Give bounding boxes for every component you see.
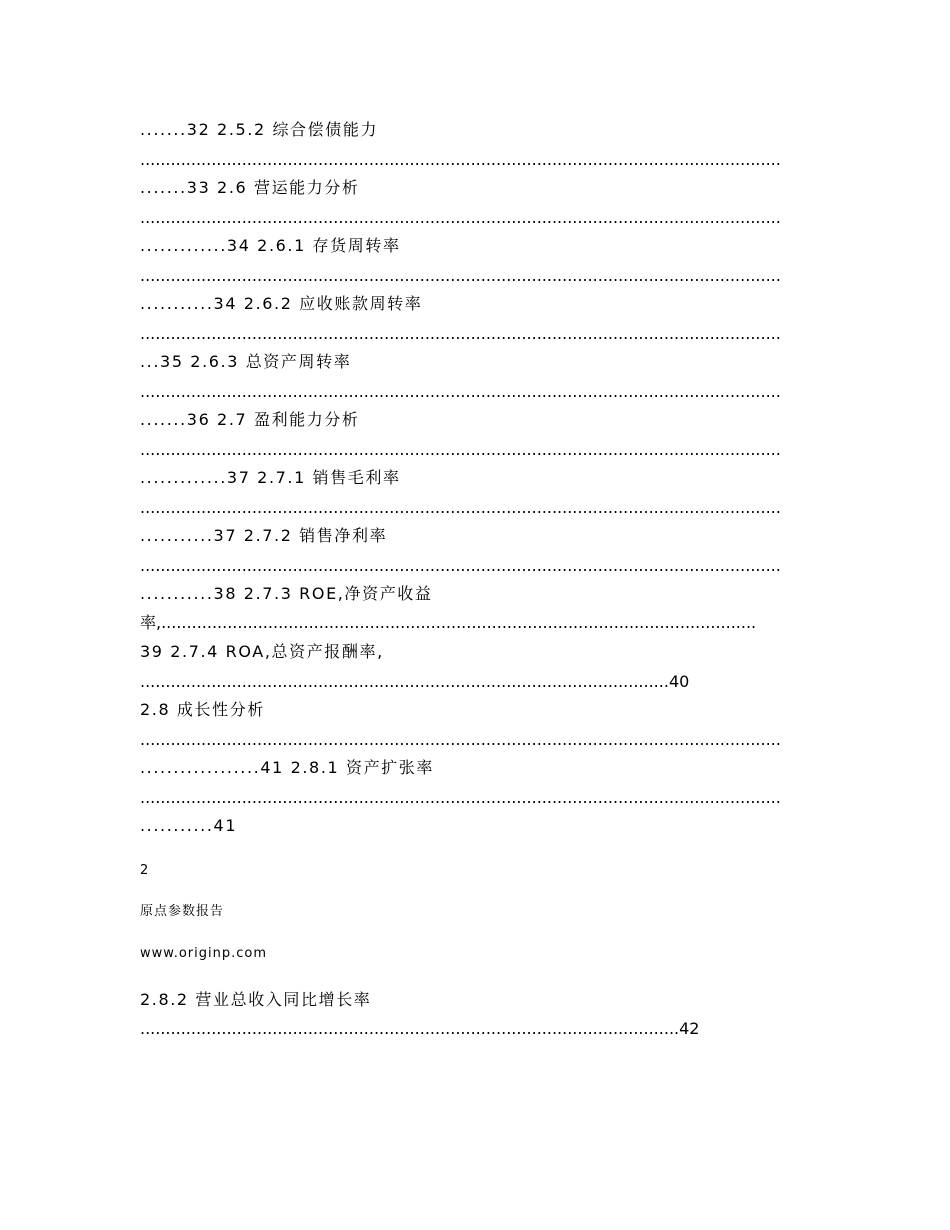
toc-line: .............37 2.7.1 销售毛利率 [140, 468, 401, 487]
toc-line: ...........37 2.7.2 销售净利率 [140, 526, 388, 545]
toc-line: .......36 2.7 盈利能力分析 [140, 410, 360, 429]
toc-dots-line: .............................................................................................................................. [140, 208, 781, 227]
toc-line: .............34 2.6.1 存货周转率 [140, 236, 401, 255]
toc-dots-line: .............................................................................................................................. [140, 440, 781, 459]
toc-dots-line: .............................................................................................................................. [140, 730, 781, 749]
toc-dots-line: .............................................................................................................................. [140, 788, 781, 807]
toc-dots-line: 率,..................................................................................................................... [140, 613, 757, 632]
toc-line: 39 2.7.4 ROA,总资产报酬率, [140, 642, 384, 661]
toc-dots-line: .............................................................................................................................. [140, 324, 781, 343]
company-name: 原点参数报告 [140, 904, 225, 919]
toc-dots-line: .............................................................................................................................. [140, 498, 781, 517]
toc-dots-line: ..........................................................................................................42 [140, 1019, 700, 1038]
toc-line: ...........34 2.6.2 应收账款周转率 [140, 294, 423, 313]
toc-heading: 2.8.2 营业总收入同比增长率 [140, 990, 372, 1009]
toc-dots-line: .............................................................................................................................. [140, 382, 781, 401]
toc-line: ...........41 [140, 816, 238, 835]
website-url: www.originp.com [140, 946, 267, 961]
page-number: 2 [140, 863, 150, 878]
toc-line: 2.8 成长性分析 [140, 700, 265, 719]
toc-line: ...........38 2.7.3 ROE,净资产收益 [140, 584, 433, 603]
toc-line: ..................41 2.8.1 资产扩张率 [140, 758, 434, 777]
toc-line: ...35 2.6.3 总资产周转率 [140, 352, 352, 371]
toc-line: .......32 2.5.2 综合偿债能力 [140, 120, 379, 139]
toc-line: .......33 2.6 营运能力分析 [140, 178, 360, 197]
toc-dots-line: .............................................................................................................................. [140, 266, 781, 285]
toc-dots-line: .............................................................................................................................. [140, 150, 781, 169]
toc-dots-line: ........................................................................................................40 [140, 672, 690, 691]
toc-dots-line: .............................................................................................................................. [140, 556, 781, 575]
